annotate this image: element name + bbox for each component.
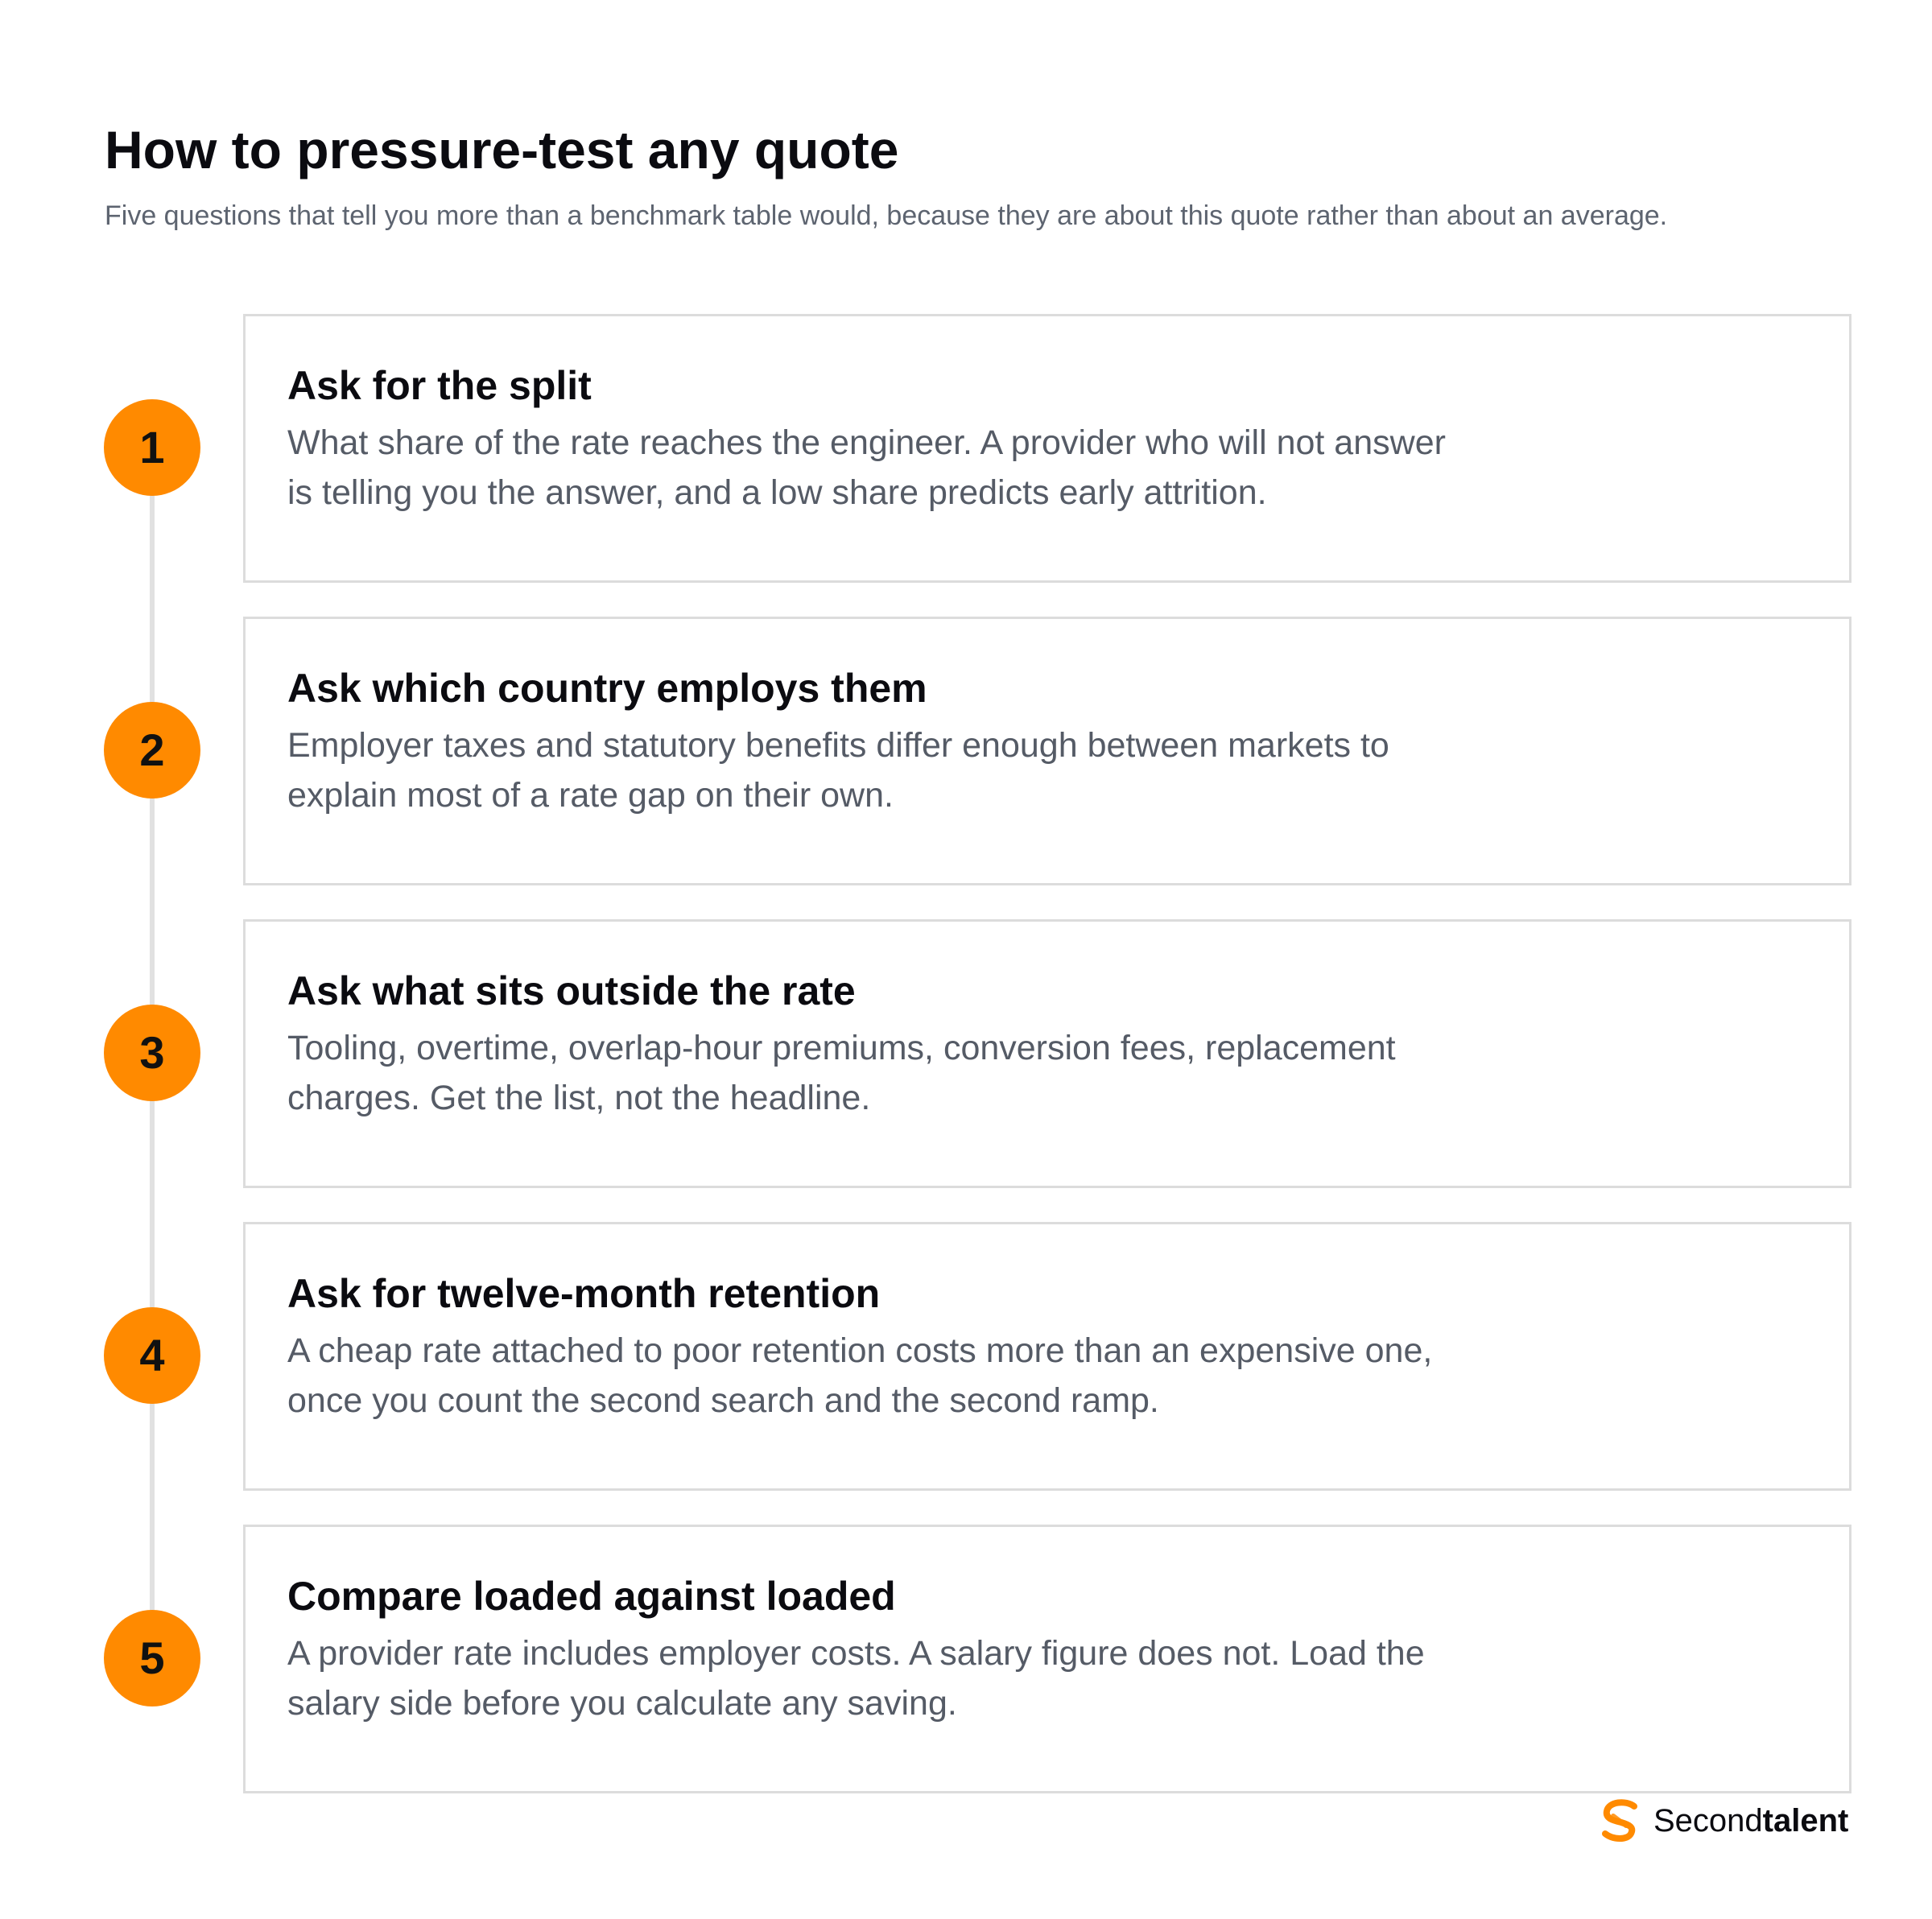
step-description <box>287 720 1575 820</box>
step-number-badge: 3 <box>104 1005 200 1101</box>
step-description-line: Tooling, overtime, overlap-hour premiums, conversion fees, replacement <box>287 1029 1396 1067</box>
secondtalent-s-logo-icon <box>1599 1798 1641 1843</box>
page-subtitle: Five questions that tell you more than a benchmark table would, because they are about this quote rather than about an average. <box>105 200 1668 231</box>
step-description <box>287 1326 1575 1426</box>
step-description-line: What share of the rate reaches the engineer. A provider who will not answer <box>287 423 1446 462</box>
step-card <box>243 1222 1852 1491</box>
step-description-line: once you count the second search and the second ramp. <box>287 1381 1159 1420</box>
step-number-badge: 2 <box>104 702 200 799</box>
step-number-badge: 5 <box>104 1610 200 1706</box>
step-3 <box>0 919 1932 1186</box>
brand-name-regular: Second <box>1653 1803 1763 1839</box>
step-4 <box>0 1222 1932 1489</box>
step-description <box>287 418 1575 518</box>
step-1 <box>0 314 1932 581</box>
step-5 <box>0 1525 1932 1792</box>
step-description-line: charges. Get the list, not the headline. <box>287 1079 871 1117</box>
step-card <box>243 314 1852 583</box>
step-title: Ask for twelve-month retention <box>287 1271 881 1316</box>
step-description-line: A cheap rate attached to poor retention costs more than an expensive one, <box>287 1331 1433 1370</box>
step-number-badge: 1 <box>104 399 200 496</box>
step-card <box>243 919 1852 1188</box>
step-description <box>287 1023 1575 1123</box>
step-description-line: is telling you the answer, and a low share predicts early attrition. <box>287 473 1267 512</box>
brand-logo <box>1599 1797 1848 1845</box>
step-description-line: explain most of a rate gap on their own. <box>287 776 894 815</box>
brand-name <box>1653 1797 1848 1845</box>
step-title: Ask for the split <box>287 363 592 408</box>
step-number-badge: 4 <box>104 1307 200 1404</box>
step-description <box>287 1628 1575 1728</box>
step-2 <box>0 617 1932 884</box>
step-title: Ask what sits outside the rate <box>287 968 856 1013</box>
step-card <box>243 1525 1852 1793</box>
page-title: How to pressure-test any quote <box>105 120 899 180</box>
step-title: Compare loaded against loaded <box>287 1574 896 1619</box>
step-description-line: Employer taxes and statutory benefits differ enough between markets to <box>287 726 1389 765</box>
step-description-line: A provider rate includes employer costs. A salary figure does not. Load the <box>287 1634 1425 1673</box>
step-description-line: salary side before you calculate any saving. <box>287 1684 957 1723</box>
step-title: Ask which country employs them <box>287 666 927 711</box>
step-card <box>243 617 1852 885</box>
brand-name-bold: talent <box>1762 1803 1849 1839</box>
